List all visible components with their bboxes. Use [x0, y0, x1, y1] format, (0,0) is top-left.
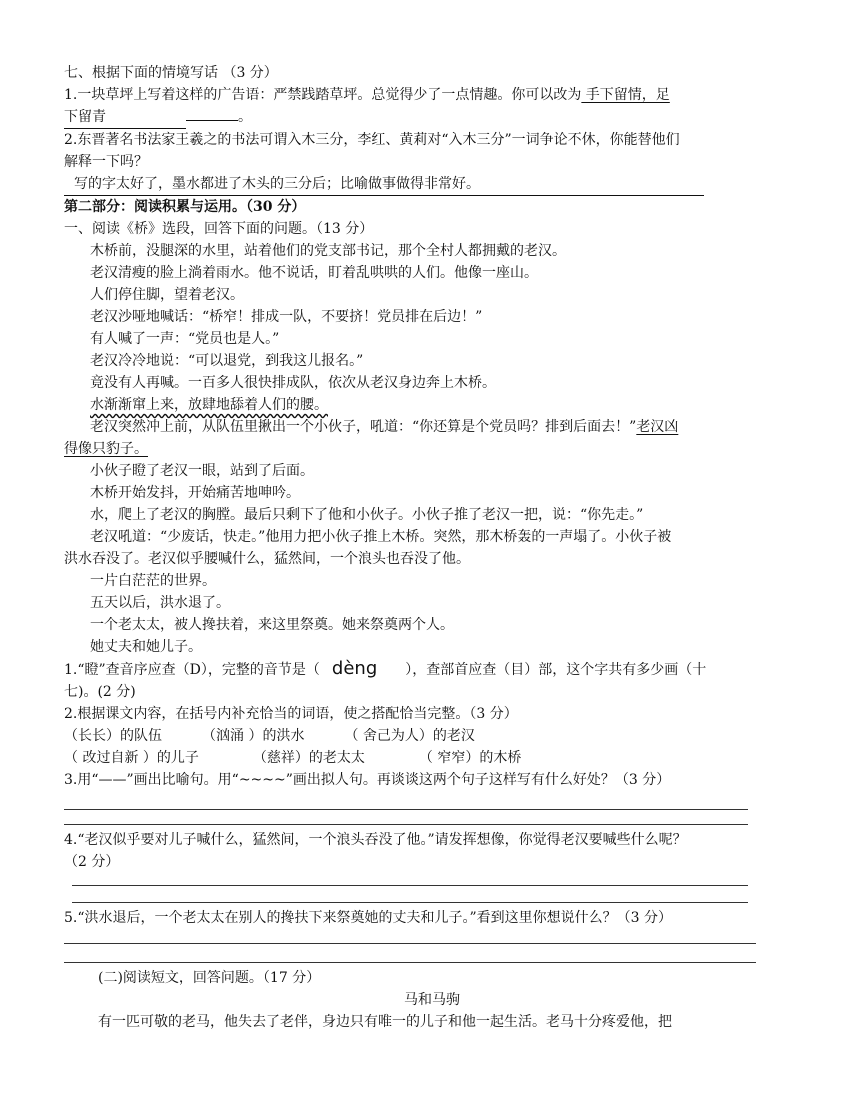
passage-paragraph: 木桥前，没腿深的水里，站着他们的党支部书记，那个全村人都拥戴的老汉。 — [90, 243, 566, 259]
section-7-q2: 2.东晋著名书法家王羲之的书法可谓入木三分，李红、黄莉对“入木三分”一词争论不休，你能替他们 — [64, 132, 680, 148]
question-4: 4.“老汉似乎要对儿子喊什么，猛然间，一个浪头吞没了他。”请发挥想像，你觉得老汉要喊些什么呢？ — [64, 832, 687, 848]
passage-paragraph: 老汉清瘦的脸上淌着雨水。他不说话，盯着乱哄哄的人们。他像一座山。 — [90, 265, 538, 281]
passage-paragraph: 老汉吼道：“少废话，快走。”他用力把小伙子推上木桥。突然，那木桥轰的一声塌了。小伙子被 — [90, 529, 672, 545]
passage-paragraph: 水，爬上了老汉的胸膛。最后只剩下了他和小伙子。小伙子推了老汉一把，说：“你先走。” — [90, 507, 644, 523]
passage-paragraph: 一片白茫茫的世界。 — [90, 573, 216, 589]
question-1-cont: 七)。(2 分) — [64, 684, 136, 700]
phrase: （长长）的队伍 — [64, 728, 162, 744]
question-5: 5.“洪水退后，一个老太太在别人的搀扶下来祭奠她的丈夫和儿子。”看到这里你想说什么？（3 分） — [64, 910, 673, 926]
passage-paragraph-cont — [64, 438, 800, 460]
answer-line[interactable] — [64, 791, 748, 810]
personification-sentence: 水渐渐窜上来，放肆地舔着人们的腰。 — [90, 397, 328, 413]
story-paragraph: 有一匹可敬的老马，他失去了老伴，身边只有唯一的儿子和他一起生活。老马十分疼爱他，把 — [98, 1014, 672, 1030]
pinyin-answer: dèng — [331, 658, 378, 679]
passage-paragraph: 五天以后，洪水退了。 — [90, 595, 230, 611]
passage-paragraph: 小伙子瞪了老汉一眼，站到了后面。 — [90, 463, 314, 479]
phrase: （慈祥）的老太太 — [252, 750, 365, 766]
reading-2-title: (二)阅读短文，回答问题。（17 分） — [98, 970, 321, 986]
passage-paragraph: 老汉沙哑地喊话：“桥窄！排成一队，不要挤！党员排在后边！” — [90, 309, 483, 325]
section-7-q1-cont: 下留青 。 — [64, 106, 800, 129]
answer-line[interactable] — [64, 944, 756, 963]
q2-answer[interactable]: 写的字太好了，墨水都进了木头的三分后；比喻做事做得非常好。 — [64, 173, 704, 196]
passage-paragraph: 人们停住脚，望着老汉。 — [90, 287, 244, 303]
answer-line[interactable] — [72, 873, 748, 886]
answer-line[interactable] — [64, 810, 748, 825]
passage-paragraph: 老汉突然冲上前，从队伍里揪出一个小伙子，吼道：“你还算是个党员吗？排到后面去！”老汉凶 — [90, 419, 679, 435]
phrase: （ 舍己为人）的老汉 — [344, 728, 475, 744]
section-7-q1 — [64, 84, 800, 106]
phrase: （ 窄窄）的木桥 — [418, 750, 522, 766]
section-7-q2-cont: 解释一下吗？ — [64, 154, 148, 170]
section-7-q2-answer — [64, 173, 800, 196]
passage-paragraph: 她丈夫和她儿子。 — [90, 639, 202, 655]
question-4-cont: （2 分） — [64, 854, 120, 870]
section-7-title: 七、根据下面的情境写话 （3 分） — [64, 65, 278, 81]
question-2-row-2 — [64, 747, 800, 769]
simile-sentence-cont: 得像只豹子。 — [64, 441, 148, 457]
q1-answer-blank[interactable] — [186, 120, 238, 121]
answer-line[interactable] — [64, 929, 756, 944]
passage-paragraph: 有人喊了一声：“党员也是人。” — [90, 331, 280, 347]
passage-paragraph: 一个老太太，被人搀扶着，来这里祭奠。她来祭奠两个人。 — [90, 617, 454, 633]
question-2-row-1 — [64, 725, 800, 747]
question-1: 1.“瞪”查音序应查（D），完整的音节是（ dèng ），查部首应查（目）部，这个字共有多少画（十 — [64, 658, 707, 679]
phrase: （ 改过自新 ）的儿子 — [64, 750, 199, 766]
passage-paragraph-cont: 洪水吞没了。老汉似乎腰喊什么，猛然间，一个浪头也吞没了他。 — [64, 551, 470, 567]
simile-sentence: 老汉凶 — [636, 419, 679, 435]
passage-paragraph: 竟没有人再喊。一百多人很快排成队，依次从老汉身边奔上木桥。 — [90, 375, 496, 391]
q1-answer: 手下留情，足 — [581, 87, 670, 103]
q1-answer-cont: 下留青 — [64, 106, 186, 129]
passage-paragraph-personification — [64, 394, 800, 416]
question-2: 2.根据课文内容，在括号内补充恰当的词语，使之搭配恰当完整。（3 分） — [64, 706, 518, 722]
phrase: （汹涌 ）的洪水 — [202, 728, 305, 744]
answer-line[interactable] — [72, 886, 748, 903]
exam-page — [64, 62, 800, 1033]
passage-paragraph: 木桥开始发抖，开始痛苦地呻吟。 — [90, 485, 300, 501]
story-title: 马和马驹 — [404, 992, 460, 1008]
question-3: 3.用“——”画出比喻句。用“~~~~”画出拟人句。再谈谈这两个句子这样写有什么好处？（3 分） — [64, 772, 671, 788]
passage-paragraph: 老汉冷冷地说：“可以退党，到我这儿报名。” — [90, 353, 364, 369]
part-2-title: 第二部分：阅读积累与运用。（30 分） — [64, 199, 306, 215]
q1-text: 1.一块草坪上写着这样的广告语：严禁践踏草坪。总觉得少了一点情趣。你可以改为 — [64, 87, 582, 103]
reading-1-title: 一、阅读《桥》选段，回答下面的问题。（13 分） — [64, 221, 374, 237]
